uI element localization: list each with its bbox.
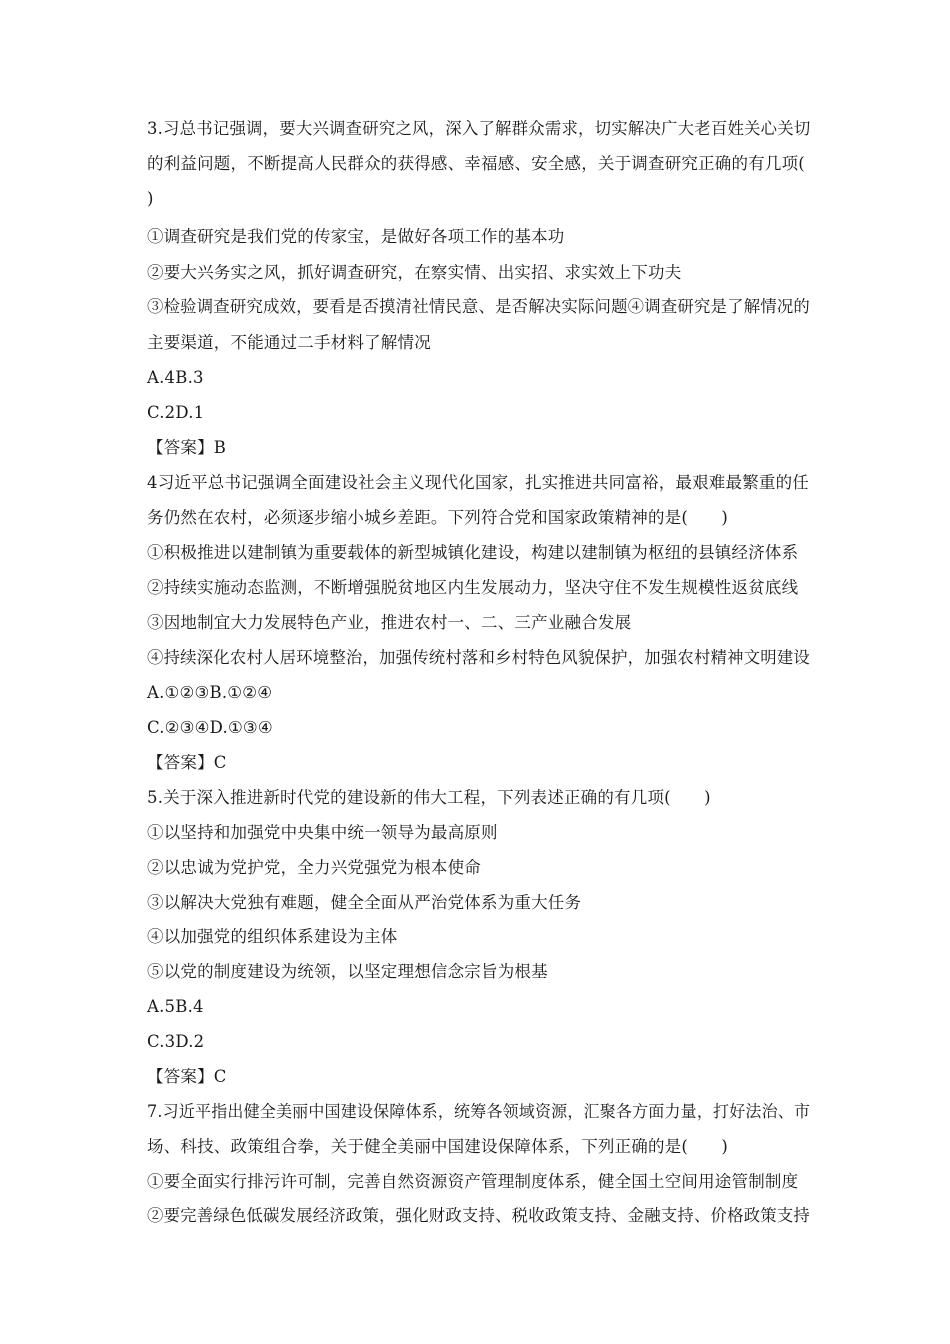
q4-option-4: ④持续深化农村人居环境整治，加强传统村落和乡村特色风貌保护，加强农村精神文明建设: [147, 648, 810, 667]
q7-option-2: ②要完善绿色低碳发展经济政策，强化财政支持、税收政策支持、金融支持、价格政策支持: [147, 1206, 810, 1225]
q5-option-3: ③以解决大党独有难题，健全全面从严治党体系为重大任务: [147, 893, 582, 912]
q4-stem-line-1: 4习近平总书记强调全面建设社会主义现代化国家，扎实推进共同富裕，最艰难最繁重的任: [147, 473, 809, 492]
q4-choices-ab: A.①②③B.①②④: [147, 683, 273, 702]
q4-stem-line-2: 务仍然在农村，必须逐步缩小城乡差距。下列符合党和国家政策精神的是( ): [147, 508, 729, 527]
q7-stem-line-1: 7.习近平指出健全美丽中国建设保障体系，统筹各领域资源，汇聚各方面力量，打好法治、市: [147, 1102, 811, 1121]
q5-stem: 5.关于深入推进新时代党的建设新的伟大工程，下列表述正确的有几项( ): [147, 788, 711, 807]
q5-option-1: ①以坚持和加强党中央集中统一领导为最高原则: [147, 823, 498, 842]
q3-option-3-4: ③检验调查研究成效，要看是否摸清社情民意、是否解决实际问题④调查研究是了解情况的: [147, 297, 810, 316]
q5-option-2: ②以忠诚为党护党，全力兴党强党为根本使命: [147, 858, 481, 877]
q4-choices-cd: C.②③④D.①③④: [147, 718, 273, 737]
q3-option-2: ②要大兴务实之风，抓好调查研究，在察实情、出实招、求实效上下功夫: [147, 263, 682, 282]
q4-answer: 【答案】C: [147, 753, 227, 772]
q7-option-1: ①要全面实行排污许可制，完善自然资源资产管理制度体系，健全国土空间用途管制制度: [147, 1172, 799, 1191]
q5-option-4: ④以加强党的组织体系建设为主体: [147, 927, 398, 946]
q3-option-4-cont: 主要渠道，不能通过二手材料了解情况: [147, 333, 431, 352]
q3-stem-line-3: ): [147, 189, 154, 208]
q3-choices-cd: C.2D.1: [147, 403, 205, 422]
q5-choices-cd: C.3D.2: [147, 1032, 205, 1051]
q4-option-2: ②持续实施动态监测，不断增强脱贫地区内生发展动力，坚决守住不发生规模性返贫底线: [147, 578, 799, 597]
q3-choices-ab: A.4B.3: [147, 368, 204, 387]
q3-stem-line-1: 3.习总书记强调，要大兴调查研究之风，深入了解群众需求，切实解决广大老百姓关心关切: [147, 119, 811, 138]
q3-stem-line-2: 的利益问题，不断提高人民群众的获得感、幸福感、安全感，关于调查研究正确的有几项(: [147, 154, 805, 173]
q5-answer: 【答案】C: [147, 1067, 227, 1086]
q3-answer: 【答案】B: [147, 438, 227, 457]
q5-option-5: ⑤以党的制度建设为统领，以坚定理想信念宗旨为根基: [147, 962, 548, 981]
q5-choices-ab: A.5B.4: [147, 997, 204, 1016]
q4-option-3: ③因地制宜大力发展特色产业，推进农村一、二、三产业融合发展: [147, 613, 632, 632]
q7-stem-line-2: 场、科技、政策组合拳，关于健全美丽中国建设保障体系，下列正确的是( ): [147, 1137, 729, 1156]
q3-option-1: ①调查研究是我们党的传家宝，是做好各项工作的基本功: [147, 227, 565, 246]
q4-option-1: ①积极推进以建制镇为重要载体的新型城镇化建设，构建以建制镇为枢纽的县镇经济体系: [147, 543, 799, 562]
